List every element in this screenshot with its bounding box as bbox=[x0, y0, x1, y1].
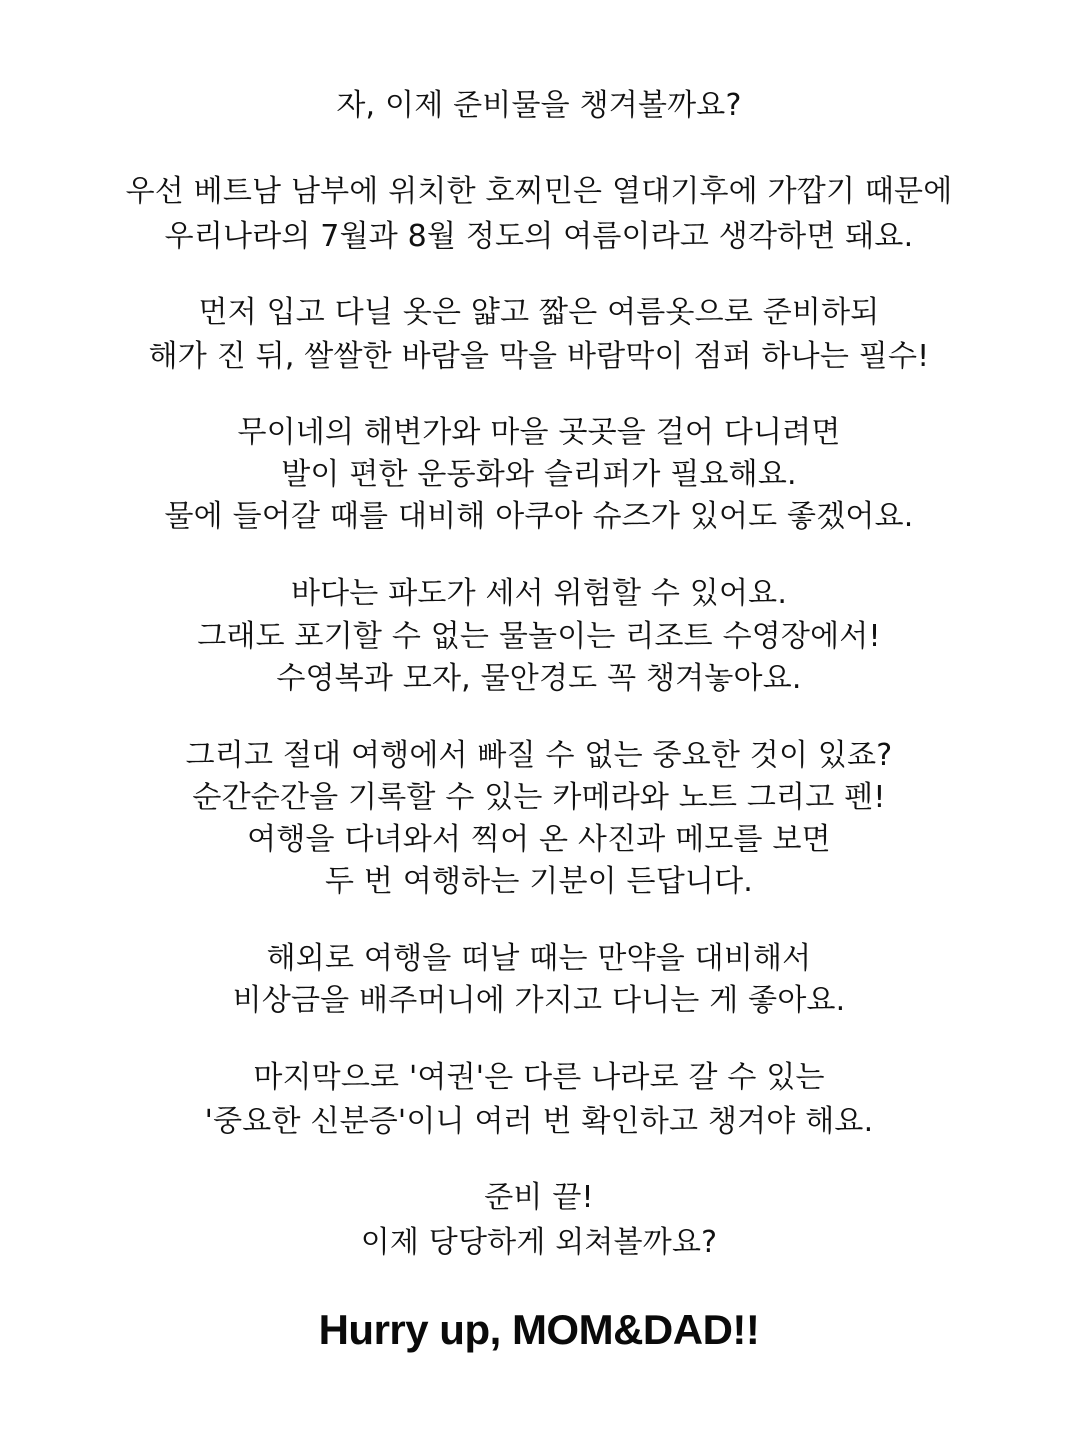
text-line: 이제 당당하게 외쳐볼까요? bbox=[360, 1225, 718, 1260]
heading: 자, 이제 준비물을 챙겨볼까요? bbox=[336, 88, 742, 123]
text-line: 무이네의 해변가와 마을 곳곳을 걸어 다니려면 bbox=[237, 415, 841, 450]
text-line: 마지막으로 '여권'은 다른 나라로 갈 수 있는 bbox=[253, 1060, 825, 1095]
text-line: 먼저 입고 다닐 옷은 얇고 짧은 여름옷으로 준비하되 bbox=[198, 295, 880, 330]
text-line: 여행을 다녀와서 찍어 온 사진과 메모를 보면 bbox=[247, 822, 831, 857]
text-line: '중요한 신분증'이니 여러 번 확인하고 챙겨야 해요. bbox=[204, 1104, 874, 1139]
text-line: 순간순간을 기록할 수 있는 카메라와 노트 그리고 펜! bbox=[192, 780, 886, 815]
text-line: 해외로 여행을 떠날 때는 만약을 대비해서 bbox=[266, 941, 812, 976]
text-line: 그래도 포기할 수 없는 물놀이는 리조트 수영장에서! bbox=[197, 619, 881, 654]
text-line: 비상금을 배주머니에 가지고 다니는 게 좋아요. bbox=[232, 983, 846, 1018]
text-line: 발이 편한 운동화와 슬리퍼가 필요해요. bbox=[281, 457, 797, 492]
text-line: 물에 들어갈 때를 대비해 아쿠아 슈즈가 있어도 좋겠어요. bbox=[164, 499, 914, 534]
text-line: 두 번 여행하는 기분이 든답니다. bbox=[324, 864, 754, 899]
text-line: 우리나라의 7월과 8월 정도의 여름이라고 생각하면 돼요. bbox=[164, 219, 914, 254]
text-line: 바다는 파도가 세서 위험할 수 있어요. bbox=[290, 576, 788, 611]
text-line: 준비 끝! bbox=[484, 1180, 594, 1215]
text-line: 수영복과 모자, 물안경도 꼭 챙겨놓아요. bbox=[276, 661, 802, 696]
text-line: 해가 진 뒤, 쌀쌀한 바람을 막을 바람막이 점퍼 하나는 필수! bbox=[148, 339, 930, 374]
text-line: 우선 베트남 남부에 위치한 호찌민은 열대기후에 가깝기 때문에 bbox=[125, 174, 953, 209]
text-line: 그리고 절대 여행에서 빠질 수 없는 중요한 것이 있죠? bbox=[185, 738, 893, 773]
closing-slogan: Hurry up, MOM&DAD!! bbox=[318, 1306, 760, 1353]
